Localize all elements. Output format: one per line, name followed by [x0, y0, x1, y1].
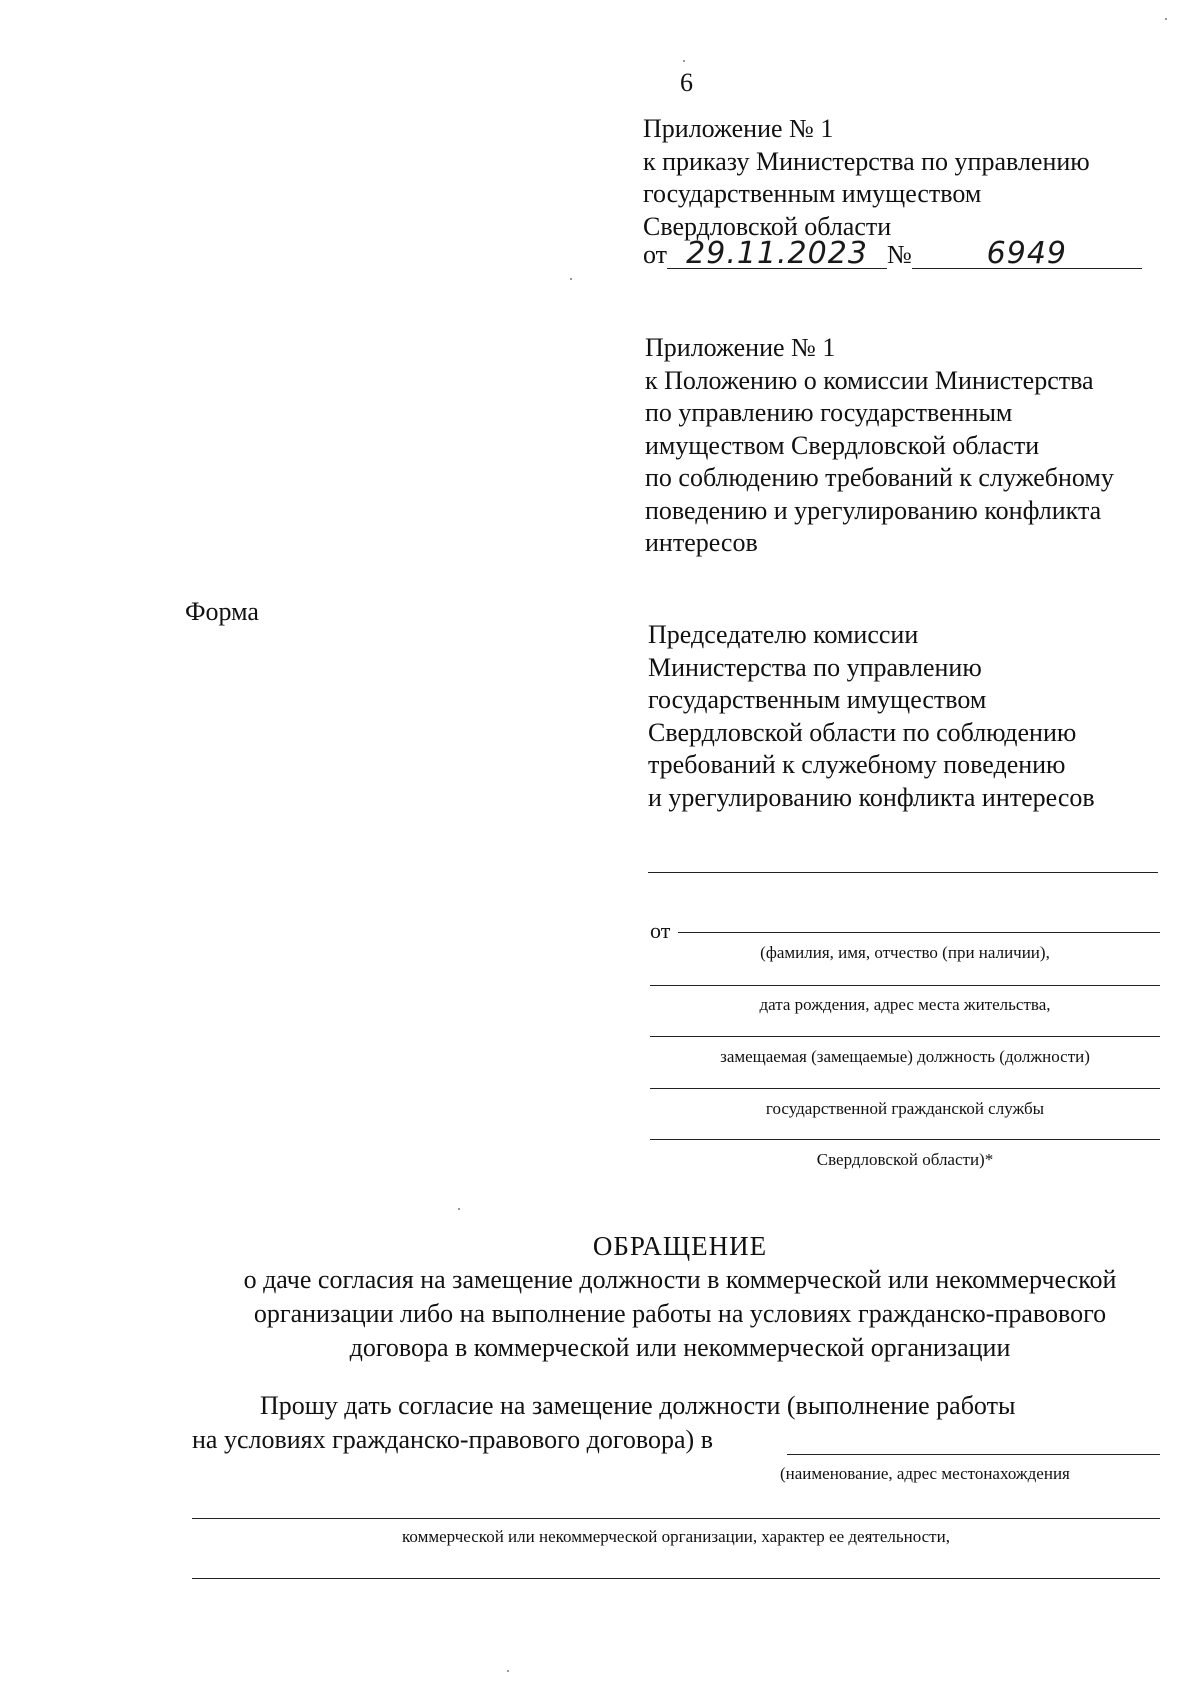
appendix-line: к Положению о комиссии Министерства	[645, 365, 1094, 395]
sender-birth-caption: дата рождения, адрес места жительства,	[759, 995, 1051, 1014]
appendix-line: поведению и урегулированию конфликта	[645, 495, 1102, 525]
addressee-line: Свердловской области по соблюдению	[648, 717, 1077, 747]
page-number: 6	[680, 68, 693, 97]
organization-caption: (наименование, адрес местонахождения	[780, 1464, 1070, 1483]
sender-birth-field[interactable]	[650, 985, 1160, 986]
sender-service-caption: государственной гражданской службы	[765, 1099, 1045, 1118]
order-date-number-line	[643, 236, 1142, 271]
addressee-name-field[interactable]	[648, 872, 1158, 873]
order-prefix: от	[643, 240, 668, 269]
organization-field[interactable]	[787, 1454, 1160, 1455]
sender-service-field[interactable]	[650, 1088, 1160, 1089]
organization-details-field[interactable]	[192, 1518, 1160, 1519]
addressee-line: Министерства по управлению	[648, 652, 982, 682]
sender-region-field[interactable]	[650, 1139, 1160, 1140]
document-title: ОБРАЩЕНИЕ	[592, 1231, 768, 1261]
order-number-handwritten: 6949	[912, 240, 1142, 269]
organization-activity-field[interactable]	[192, 1578, 1160, 1579]
appendix-title: Приложение № 1	[645, 333, 836, 362]
request-text-line2: на условиях гражданско-правового договора) в	[192, 1425, 713, 1454]
appendix-title: Приложение № 1	[643, 114, 834, 143]
addressee-line: Председателю комиссии	[648, 620, 919, 649]
sender-name-field[interactable]	[678, 932, 1160, 933]
subtitle-line: договора в коммерческой или некоммерческой организации	[349, 1333, 1011, 1362]
form-label: Форма	[185, 597, 259, 626]
addressee-line: требований к служебному поведению	[648, 750, 1066, 779]
appendix-line: Свердловской области	[643, 211, 892, 241]
appendix-line: по управлению государственным	[645, 398, 1013, 427]
sender-name-caption: (фамилия, имя, отчество (при наличии),	[760, 943, 1050, 962]
appendix-order-header	[643, 113, 1090, 243]
addressee-line: и урегулированию конфликта интересов	[648, 782, 1095, 812]
appendix-line: к приказу Министерства по управлению	[643, 146, 1090, 176]
request-text-line1: Прошу дать согласие на замещение должности (выполнение работы	[260, 1391, 1016, 1420]
scan-speck	[570, 278, 572, 280]
sender-region-caption: Свердловской области)*	[816, 1150, 994, 1169]
addressee-line: государственным имуществом	[648, 685, 987, 714]
sender-position-field[interactable]	[650, 1036, 1160, 1037]
appendix-regulation-header	[645, 332, 1114, 560]
appendix-line: имуществом Свердловской области	[645, 430, 1040, 460]
addressee-block	[648, 619, 1095, 814]
organization-details-caption: коммерческой или некоммерческой организации, характер ее деятельности,	[402, 1527, 950, 1546]
subtitle-line: о даче согласия на замещение должности в коммерческой или некоммерческой	[243, 1265, 1117, 1294]
appendix-line: по соблюдению требований к служебному	[645, 463, 1114, 492]
sender-position-caption: замещаемая (замещаемые) должность (должности)	[720, 1047, 1090, 1066]
scan-speck	[1165, 18, 1167, 20]
scan-speck	[458, 1208, 460, 1210]
appendix-line: интересов	[645, 528, 758, 557]
scan-speck	[683, 60, 685, 62]
appendix-line: государственным имуществом	[643, 179, 982, 208]
order-number-label: №	[887, 240, 912, 269]
subtitle-line: организации либо на выполнение работы на условиях гражданско-правового	[253, 1299, 1107, 1328]
from-label: от	[650, 918, 671, 943]
scan-speck	[507, 1670, 509, 1672]
order-date-handwritten: 29.11.2023	[667, 240, 887, 269]
document-subtitle	[150, 1263, 1200, 1365]
